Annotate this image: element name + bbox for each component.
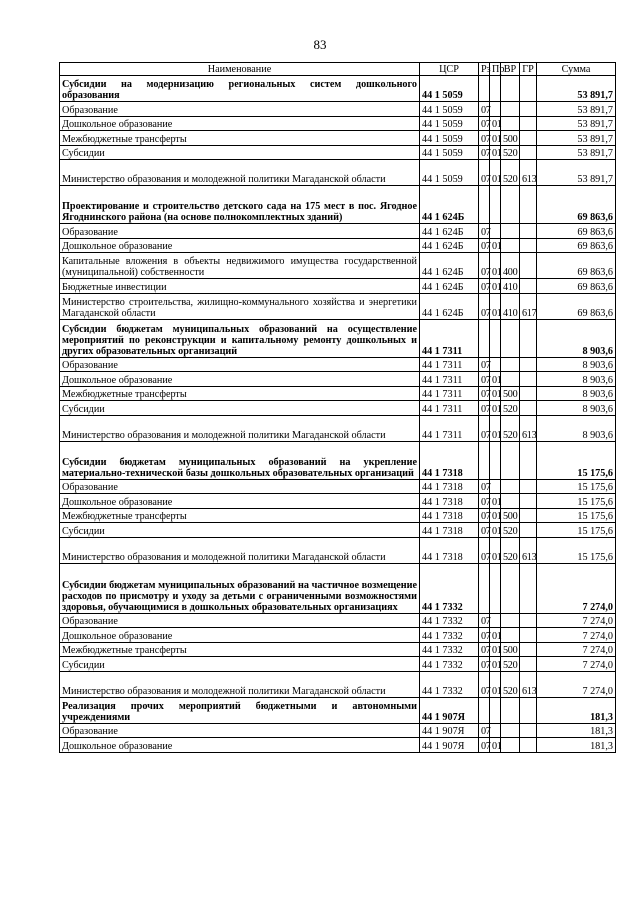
table-row [60,386,616,401]
cell-rz: 07 [479,657,490,672]
cell-pr [490,613,501,628]
table-row [60,253,616,279]
cell-gr [520,253,537,279]
cell-csr: 44 1 7318 [420,494,479,509]
cell-vr: 400 [501,253,520,279]
cell-gr [520,738,537,753]
cell-vr [501,563,520,613]
cell-gr [520,279,537,294]
page-number: 83 [313,37,327,52]
cell-gr [520,131,537,146]
cell-csr: 44 1 7318 [420,537,479,563]
cell-vr [501,628,520,643]
header-vr: ВР [501,63,520,76]
cell-csr: 44 1 624Б [420,224,479,239]
cell-rz [479,563,490,613]
cell-rz: 07 [479,238,490,253]
cell-gr [520,523,537,538]
cell-name: Субсидии [60,145,420,160]
cell-rz: 07 [479,116,490,131]
cell-name: Субсидии бюджетам муниципальных образований на укрепление материально-технической базы дошкольных образовательных организаций [60,441,420,479]
cell-pr [490,186,501,224]
cell-pr: 01 [490,131,501,146]
cell-vr: 500 [501,508,520,523]
cell-sum: 8 903,6 [537,372,616,387]
cell-rz: 07 [479,102,490,117]
table-row [60,738,616,753]
cell-name: Образование [60,357,420,372]
cell-sum: 69 863,6 [537,238,616,253]
cell-name: Субсидии бюджетам муниципальных образований на частичное возмещение расходов по присмотру и уходу за детьми с ограниченными возможностями здоровья, обучающимися в дошкольных образовательных организациях [60,563,420,613]
cell-pr [490,102,501,117]
cell-pr: 01 [490,279,501,294]
cell-gr [520,116,537,131]
cell-pr: 01 [490,537,501,563]
cell-rz: 07 [479,508,490,523]
cell-csr: 44 1 7311 [420,319,479,357]
cell-csr: 44 1 7318 [420,479,479,494]
cell-pr: 01 [490,738,501,753]
table-row [60,160,616,186]
cell-sum: 69 863,6 [537,293,616,319]
cell-gr [520,238,537,253]
cell-gr [520,697,537,723]
table-row [60,116,616,131]
cell-name: Капитальные вложения в объекты недвижимого имущества государственной (муниципальной) собственности [60,253,420,279]
cell-sum: 8 903,6 [537,319,616,357]
cell-rz: 07 [479,386,490,401]
header-name: Наименование [60,63,420,76]
cell-sum: 15 175,6 [537,508,616,523]
cell-name: Образование [60,479,420,494]
cell-csr: 44 1 5059 [420,131,479,146]
cell-name: Дошкольное образование [60,494,420,509]
cell-rz: 07 [479,671,490,697]
cell-sum: 15 175,6 [537,523,616,538]
cell-vr [501,116,520,131]
cell-vr: 410 [501,279,520,294]
table-row [60,357,616,372]
cell-rz: 07 [479,131,490,146]
cell-gr [520,657,537,672]
cell-vr [501,613,520,628]
table-row [60,479,616,494]
cell-pr [490,563,501,613]
cell-name: Субсидии [60,401,420,416]
cell-name: Дошкольное образование [60,116,420,131]
table-row [60,102,616,117]
cell-gr [520,76,537,102]
cell-pr [490,723,501,738]
cell-csr: 44 1 5059 [420,160,479,186]
table-row [60,145,616,160]
cell-sum: 53 891,7 [537,102,616,117]
cell-rz: 07 [479,279,490,294]
cell-sum: 181,3 [537,738,616,753]
cell-pr: 01 [490,657,501,672]
cell-vr [501,102,520,117]
cell-pr: 01 [490,494,501,509]
cell-pr [490,357,501,372]
table-row [60,537,616,563]
table-row [60,494,616,509]
cell-pr: 01 [490,116,501,131]
cell-csr: 44 1 624Б [420,279,479,294]
table-row [60,186,616,224]
cell-rz: 07 [479,613,490,628]
cell-name: Межбюджетные трансферты [60,386,420,401]
cell-rz [479,319,490,357]
cell-pr: 01 [490,253,501,279]
cell-gr [520,401,537,416]
cell-vr [501,319,520,357]
cell-pr: 01 [490,160,501,186]
cell-csr: 44 1 7318 [420,508,479,523]
cell-csr: 44 1 7311 [420,415,479,441]
header-gr: ГР [520,63,537,76]
table-row [60,238,616,253]
cell-rz: 07 [479,224,490,239]
cell-gr: 613 [520,671,537,697]
cell-vr [501,186,520,224]
cell-name: Министерство строительства, жилищно-коммунального хозяйства и энергетики Магаданской области [60,293,420,319]
cell-vr: 520 [501,415,520,441]
cell-gr [520,186,537,224]
cell-csr: 44 1 7311 [420,386,479,401]
cell-name: Субсидии [60,523,420,538]
table-row [60,76,616,102]
cell-csr: 44 1 5059 [420,102,479,117]
cell-csr: 44 1 907Я [420,723,479,738]
cell-rz: 07 [479,523,490,538]
table-row [60,723,616,738]
cell-csr: 44 1 624Б [420,238,479,253]
cell-sum: 15 175,6 [537,494,616,509]
cell-name: Субсидии на модернизацию региональных систем дошкольного образования [60,76,420,102]
cell-gr [520,628,537,643]
cell-sum: 53 891,7 [537,116,616,131]
cell-gr [520,508,537,523]
cell-rz [479,186,490,224]
table-row [60,279,616,294]
cell-vr: 520 [501,523,520,538]
cell-rz [479,697,490,723]
table-row [60,671,616,697]
cell-sum: 181,3 [537,697,616,723]
cell-gr [520,642,537,657]
table-row [60,415,616,441]
cell-name: Межбюджетные трансферты [60,642,420,657]
cell-vr: 500 [501,642,520,657]
cell-sum: 8 903,6 [537,357,616,372]
cell-rz: 07 [479,253,490,279]
cell-pr: 01 [490,642,501,657]
cell-rz: 07 [479,642,490,657]
cell-sum: 15 175,6 [537,441,616,479]
cell-rz: 07 [479,415,490,441]
cell-sum: 7 274,0 [537,613,616,628]
cell-pr: 01 [490,372,501,387]
cell-sum: 7 274,0 [537,671,616,697]
cell-gr: 613 [520,537,537,563]
cell-gr [520,479,537,494]
cell-sum: 7 274,0 [537,642,616,657]
cell-vr: 520 [501,657,520,672]
cell-name: Дошкольное образование [60,628,420,643]
cell-sum: 7 274,0 [537,563,616,613]
cell-csr: 44 1 5059 [420,116,479,131]
cell-vr: 500 [501,386,520,401]
cell-sum: 53 891,7 [537,145,616,160]
cell-vr: 500 [501,131,520,146]
cell-csr: 44 1 624Б [420,186,479,224]
cell-rz: 07 [479,160,490,186]
cell-csr: 44 1 907Я [420,738,479,753]
cell-vr: 520 [501,537,520,563]
cell-sum: 69 863,6 [537,253,616,279]
cell-name: Дошкольное образование [60,738,420,753]
table-row [60,563,616,613]
cell-gr: 613 [520,160,537,186]
table-row [60,293,616,319]
cell-sum: 15 175,6 [537,479,616,494]
cell-gr [520,224,537,239]
cell-name: Проектирование и строительство детского сада на 175 мест в пос. Ягодное Ягоднинского района (на основе полнокомплектных зданий) [60,186,420,224]
cell-name: Министерство образования и молодежной политики Магаданской области [60,671,420,697]
cell-gr [520,613,537,628]
cell-pr [490,319,501,357]
cell-name: Министерство образования и молодежной политики Магаданской области [60,160,420,186]
cell-sum: 53 891,7 [537,131,616,146]
cell-rz: 07 [479,537,490,563]
cell-gr [520,723,537,738]
table-row [60,224,616,239]
table-row [60,613,616,628]
cell-name: Дошкольное образование [60,372,420,387]
header-rz: Рз [479,63,490,76]
table-row [60,657,616,672]
cell-rz [479,76,490,102]
cell-sum: 69 863,6 [537,279,616,294]
cell-csr: 44 1 7332 [420,563,479,613]
cell-name: Реализация прочих мероприятий бюджетными и автономными учреждениями [60,697,420,723]
table-row [60,131,616,146]
cell-vr: 410 [501,293,520,319]
cell-name: Межбюджетные трансферты [60,131,420,146]
cell-pr [490,441,501,479]
header-pr: Пр [490,63,501,76]
cell-name: Образование [60,224,420,239]
cell-pr [490,479,501,494]
cell-csr: 44 1 7311 [420,372,479,387]
cell-rz: 07 [479,628,490,643]
cell-gr [520,563,537,613]
table-row [60,401,616,416]
cell-sum: 8 903,6 [537,415,616,441]
cell-gr [520,494,537,509]
cell-sum: 7 274,0 [537,628,616,643]
cell-rz: 07 [479,293,490,319]
cell-pr: 01 [490,238,501,253]
cell-csr: 44 1 7332 [420,613,479,628]
cell-rz: 07 [479,401,490,416]
table-header-row [60,63,616,76]
cell-vr: 520 [501,671,520,697]
cell-sum: 53 891,7 [537,76,616,102]
cell-pr [490,76,501,102]
cell-gr [520,145,537,160]
cell-vr [501,697,520,723]
cell-vr [501,738,520,753]
table-row [60,628,616,643]
cell-name: Министерство образования и молодежной политики Магаданской области [60,537,420,563]
cell-vr [501,357,520,372]
cell-csr: 44 1 7332 [420,657,479,672]
cell-vr [501,441,520,479]
table-body [60,76,616,753]
cell-vr: 520 [501,401,520,416]
cell-pr: 01 [490,401,501,416]
cell-sum: 8 903,6 [537,386,616,401]
cell-sum: 53 891,7 [537,160,616,186]
header-csr: ЦСР [420,63,479,76]
cell-sum: 69 863,6 [537,186,616,224]
table-row [60,319,616,357]
cell-vr [501,76,520,102]
cell-rz: 07 [479,723,490,738]
cell-gr [520,319,537,357]
cell-gr [520,441,537,479]
cell-rz: 07 [479,372,490,387]
table-row [60,441,616,479]
cell-csr: 44 1 7332 [420,642,479,657]
cell-rz: 07 [479,494,490,509]
cell-csr: 44 1 7332 [420,671,479,697]
cell-pr [490,697,501,723]
cell-vr [501,479,520,494]
cell-rz: 07 [479,479,490,494]
table-row [60,642,616,657]
cell-vr [501,372,520,387]
table-row [60,508,616,523]
cell-sum: 15 175,6 [537,537,616,563]
cell-pr: 01 [490,628,501,643]
cell-rz [479,441,490,479]
cell-csr: 44 1 907Я [420,697,479,723]
cell-pr [490,224,501,239]
table-row [60,523,616,538]
table-row [60,697,616,723]
cell-pr: 01 [490,293,501,319]
cell-vr [501,224,520,239]
cell-name: Межбюджетные трансферты [60,508,420,523]
cell-name: Образование [60,102,420,117]
cell-pr: 01 [490,386,501,401]
cell-rz: 07 [479,738,490,753]
cell-name: Субсидии [60,657,420,672]
cell-sum: 69 863,6 [537,224,616,239]
table-row [60,372,616,387]
cell-pr: 01 [490,145,501,160]
cell-vr: 520 [501,145,520,160]
cell-gr [520,357,537,372]
cell-sum: 7 274,0 [537,657,616,672]
cell-csr: 44 1 5059 [420,145,479,160]
cell-name: Образование [60,723,420,738]
cell-vr [501,723,520,738]
cell-csr: 44 1 5059 [420,76,479,102]
cell-rz: 07 [479,145,490,160]
cell-gr [520,102,537,117]
cell-pr: 01 [490,671,501,697]
cell-name: Субсидии бюджетам муниципальных образований на осуществление мероприятий по реконструкции и капитальному ремонту дошкольных и других образовательных организаций [60,319,420,357]
header-sum: Сумма [537,63,616,76]
cell-sum: 8 903,6 [537,401,616,416]
cell-name: Образование [60,613,420,628]
cell-gr [520,386,537,401]
cell-vr [501,238,520,253]
cell-vr: 520 [501,160,520,186]
cell-csr: 44 1 624Б [420,253,479,279]
cell-csr: 44 1 7332 [420,628,479,643]
cell-pr: 01 [490,415,501,441]
cell-name: Министерство образования и молодежной политики Магаданской области [60,415,420,441]
cell-name: Дошкольное образование [60,238,420,253]
cell-gr: 617 [520,293,537,319]
cell-sum: 181,3 [537,723,616,738]
cell-csr: 44 1 7311 [420,401,479,416]
cell-gr [520,372,537,387]
budget-table [59,62,616,753]
cell-gr: 613 [520,415,537,441]
cell-csr: 44 1 7318 [420,523,479,538]
cell-csr: 44 1 7318 [420,441,479,479]
cell-rz: 07 [479,357,490,372]
cell-csr: 44 1 624Б [420,293,479,319]
cell-vr [501,494,520,509]
cell-pr: 01 [490,523,501,538]
cell-csr: 44 1 7311 [420,357,479,372]
cell-pr: 01 [490,508,501,523]
cell-name: Бюджетные инвестиции [60,279,420,294]
